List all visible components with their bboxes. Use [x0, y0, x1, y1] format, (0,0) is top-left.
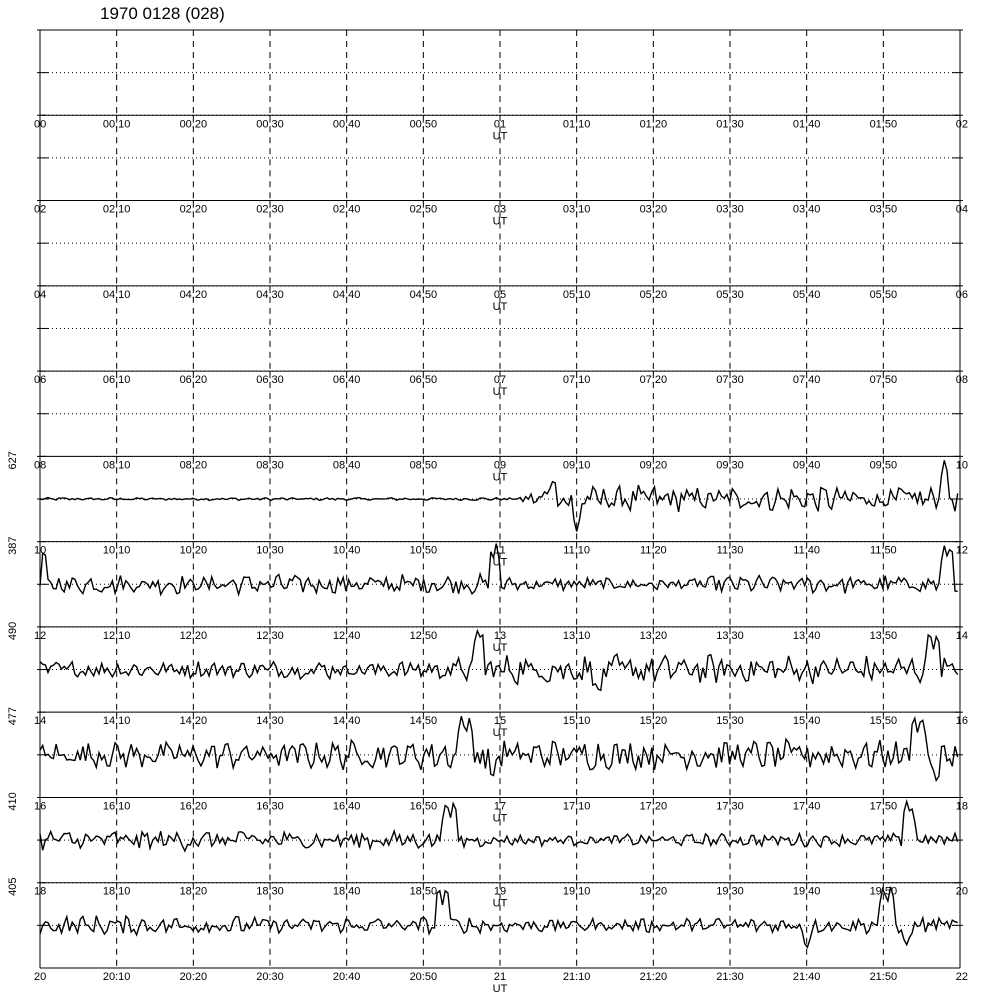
x-tick-label: 07:10: [562, 374, 591, 387]
x-tick-label: 11:30: [716, 544, 744, 557]
x-tick-label: 07:30: [716, 374, 744, 387]
x-tick-label: 16:10: [102, 800, 131, 813]
x-tick-label: 09:40: [792, 459, 821, 472]
panel-scale-label: 627: [7, 451, 19, 470]
x-tick-label: 10:40: [332, 544, 361, 557]
x-tick-label: 00:10: [102, 118, 131, 131]
x-tick-label: 12: [34, 629, 47, 642]
x-axis-unit-label: UT: [492, 897, 508, 910]
x-tick-label: 00: [34, 118, 47, 131]
x-axis-unit-label: UT: [492, 386, 508, 399]
x-tick-label: 04:30: [256, 288, 284, 301]
x-axis-unit-label: UT: [492, 727, 508, 740]
x-tick-label: 16:50: [409, 800, 438, 813]
panel-scale-label: 490: [7, 621, 19, 641]
x-tick-label: 13:20: [639, 629, 668, 642]
x-tick-label: 06: [955, 288, 968, 301]
x-tick-label: 15:30: [716, 715, 744, 728]
x-tick-label: 03:20: [639, 203, 668, 216]
x-tick-label: 12: [955, 544, 968, 557]
x-axis-unit-label: UT: [492, 300, 508, 313]
x-tick-label: 03:40: [792, 203, 821, 216]
x-tick-label: 02:40: [332, 203, 361, 216]
x-tick-label: 09:10: [562, 459, 591, 472]
x-tick-label: 02: [34, 203, 47, 216]
x-tick-label: 08: [955, 374, 968, 387]
x-tick-label: 08:40: [332, 459, 361, 472]
x-tick-label: 05:50: [869, 288, 898, 301]
x-tick-label: 09:30: [716, 459, 744, 472]
x-tick-label: 18:40: [332, 885, 361, 898]
x-tick-label: 03:50: [869, 203, 898, 216]
x-tick-label: 12:50: [409, 629, 438, 642]
x-tick-label: 06: [34, 374, 47, 387]
x-tick-label: 21:20: [639, 971, 668, 983]
x-tick-label: 07:20: [639, 374, 668, 387]
x-tick-label: 21:50: [869, 971, 898, 983]
x-tick-label: 06:40: [332, 374, 361, 387]
x-tick-label: 10: [34, 544, 47, 557]
x-tick-label: 01:20: [639, 118, 668, 131]
x-tick-label: 17:20: [639, 800, 668, 813]
x-tick-label: 16: [955, 715, 968, 728]
x-axis-unit-label: UT: [492, 983, 508, 995]
x-tick-label: 19: [493, 885, 507, 898]
x-tick-label: 16:20: [179, 800, 208, 813]
x-tick-label: 06:50: [409, 374, 438, 387]
x-tick-label: 08: [34, 459, 47, 472]
x-tick-label: 01:50: [869, 118, 898, 131]
x-tick-label: 08:20: [179, 459, 208, 472]
x-tick-label: 02:30: [256, 203, 284, 216]
x-tick-label: 20:30: [256, 971, 284, 983]
x-tick-label: 04: [34, 288, 47, 301]
x-tick-label: 14: [955, 629, 968, 642]
panel-scale-label: 405: [7, 877, 19, 896]
x-tick-label: 00:40: [332, 118, 361, 131]
x-tick-label: 21:30: [716, 971, 744, 983]
x-tick-label: 20:50: [409, 971, 438, 983]
x-tick-label: 04:20: [179, 288, 208, 301]
x-tick-label: 00:20: [179, 118, 208, 131]
x-tick-label: 17:10: [562, 800, 591, 813]
panel-scale-label: 477: [7, 707, 19, 726]
x-tick-label: 04: [955, 203, 968, 216]
x-tick-label: 22: [955, 971, 968, 983]
x-tick-label: 17:30: [716, 800, 744, 813]
x-tick-label: 04:10: [102, 288, 131, 301]
x-tick-label: 15:20: [639, 715, 668, 728]
x-tick-label: 07:40: [792, 374, 821, 387]
x-tick-label: 16: [34, 800, 47, 813]
x-axis-unit-label: UT: [492, 812, 508, 825]
x-tick-label: 20:10: [102, 971, 131, 983]
x-tick-label: 00:30: [256, 118, 284, 131]
x-tick-label: 03: [493, 203, 507, 216]
x-tick-label: 14:40: [332, 715, 361, 728]
x-tick-label: 03:30: [716, 203, 744, 216]
x-tick-label: 15:40: [792, 715, 821, 728]
x-tick-label: 14:30: [256, 715, 284, 728]
x-tick-label: 12:10: [102, 629, 131, 642]
x-tick-label: 10:30: [256, 544, 284, 557]
x-tick-label: 06:20: [179, 374, 208, 387]
x-tick-label: 11:10: [563, 544, 591, 557]
panel-scale-label: 387: [7, 536, 19, 555]
x-tick-label: 10:20: [179, 544, 208, 557]
x-tick-label: 18: [34, 885, 47, 898]
x-tick-label: 16:30: [256, 800, 284, 813]
x-tick-label: 10:50: [409, 544, 438, 557]
x-tick-label: 14:50: [409, 715, 438, 728]
x-tick-label: 06:30: [256, 374, 284, 387]
x-tick-label: 09:50: [869, 459, 898, 472]
x-tick-label: 01:30: [716, 118, 744, 131]
x-tick-label: 13:50: [869, 629, 898, 642]
x-tick-label: 19:50: [869, 885, 898, 898]
x-tick-label: 07: [493, 374, 507, 387]
x-tick-label: 20:40: [332, 971, 361, 983]
x-tick-label: 01: [493, 118, 507, 131]
x-tick-label: 11: [494, 544, 506, 557]
x-tick-label: 17: [493, 800, 507, 813]
x-tick-label: 12:20: [179, 629, 208, 642]
x-tick-label: 05: [493, 288, 507, 301]
x-tick-label: 02:50: [409, 203, 438, 216]
x-tick-label: 11:40: [793, 544, 821, 557]
x-tick-label: 19:30: [716, 885, 744, 898]
x-axis-unit-label: UT: [492, 215, 508, 228]
x-tick-label: 21: [493, 971, 507, 983]
x-tick-label: 17:50: [869, 800, 898, 813]
x-tick-label: 09: [493, 459, 507, 472]
x-tick-label: 05:30: [716, 288, 744, 301]
x-tick-label: 13:10: [562, 629, 591, 642]
x-tick-label: 18:20: [179, 885, 208, 898]
x-tick-label: 12:30: [256, 629, 284, 642]
x-tick-label: 13:40: [792, 629, 821, 642]
x-tick-label: 04:40: [332, 288, 361, 301]
x-tick-label: 20:20: [179, 971, 208, 983]
x-tick-label: 19:10: [562, 885, 591, 898]
x-tick-label: 09:20: [639, 459, 668, 472]
x-tick-label: 20: [955, 885, 968, 898]
chart-title: 1970 0128 (028): [100, 4, 225, 23]
x-tick-label: 08:30: [256, 459, 284, 472]
x-tick-label: 14: [34, 715, 47, 728]
x-tick-label: 11:20: [639, 544, 667, 557]
x-tick-label: 19:40: [792, 885, 821, 898]
x-tick-label: 11:50: [869, 544, 897, 557]
x-tick-label: 14:10: [102, 715, 131, 728]
x-tick-label: 15:10: [562, 715, 591, 728]
x-tick-label: 10: [955, 459, 968, 472]
x-tick-label: 01:10: [562, 118, 591, 131]
x-tick-label: 13: [493, 629, 507, 642]
x-tick-label: 15: [493, 715, 507, 728]
x-tick-label: 16:40: [332, 800, 361, 813]
x-tick-label: 02:10: [102, 203, 131, 216]
x-tick-label: 08:50: [409, 459, 438, 472]
x-tick-label: 06:10: [102, 374, 131, 387]
x-tick-label: 19:20: [639, 885, 668, 898]
x-axis-unit-label: UT: [492, 556, 508, 569]
x-tick-label: 15:50: [869, 715, 898, 728]
x-tick-label: 17:40: [792, 800, 821, 813]
x-tick-label: 12:40: [332, 629, 361, 642]
x-tick-label: 04:50: [409, 288, 438, 301]
x-tick-label: 14:20: [179, 715, 208, 728]
x-tick-label: 20: [34, 971, 47, 983]
x-tick-label: 05:40: [792, 288, 821, 301]
x-tick-label: 01:40: [792, 118, 821, 131]
x-tick-label: 08:10: [102, 459, 131, 472]
x-tick-label: 18:50: [409, 885, 438, 898]
x-tick-label: 00:50: [409, 118, 438, 131]
x-tick-label: 18:30: [256, 885, 284, 898]
x-tick-label: 02: [955, 118, 968, 131]
panel-scale-label: 410: [7, 792, 19, 811]
x-tick-label: 18:10: [102, 885, 131, 898]
x-axis-unit-label: UT: [492, 641, 508, 654]
x-tick-label: 02:20: [179, 203, 208, 216]
x-axis-unit-label: UT: [492, 130, 508, 143]
x-tick-label: 07:50: [869, 374, 898, 387]
x-axis-unit-label: UT: [492, 471, 508, 484]
x-tick-label: 13:30: [716, 629, 744, 642]
x-tick-label: 21:10: [562, 971, 591, 983]
x-tick-label: 18: [955, 800, 968, 813]
x-tick-label: 05:10: [562, 288, 591, 301]
x-tick-label: 21:40: [792, 971, 821, 983]
x-tick-label: 05:20: [639, 288, 668, 301]
x-tick-label: 03:10: [562, 203, 591, 216]
x-tick-label: 10:10: [102, 544, 131, 557]
